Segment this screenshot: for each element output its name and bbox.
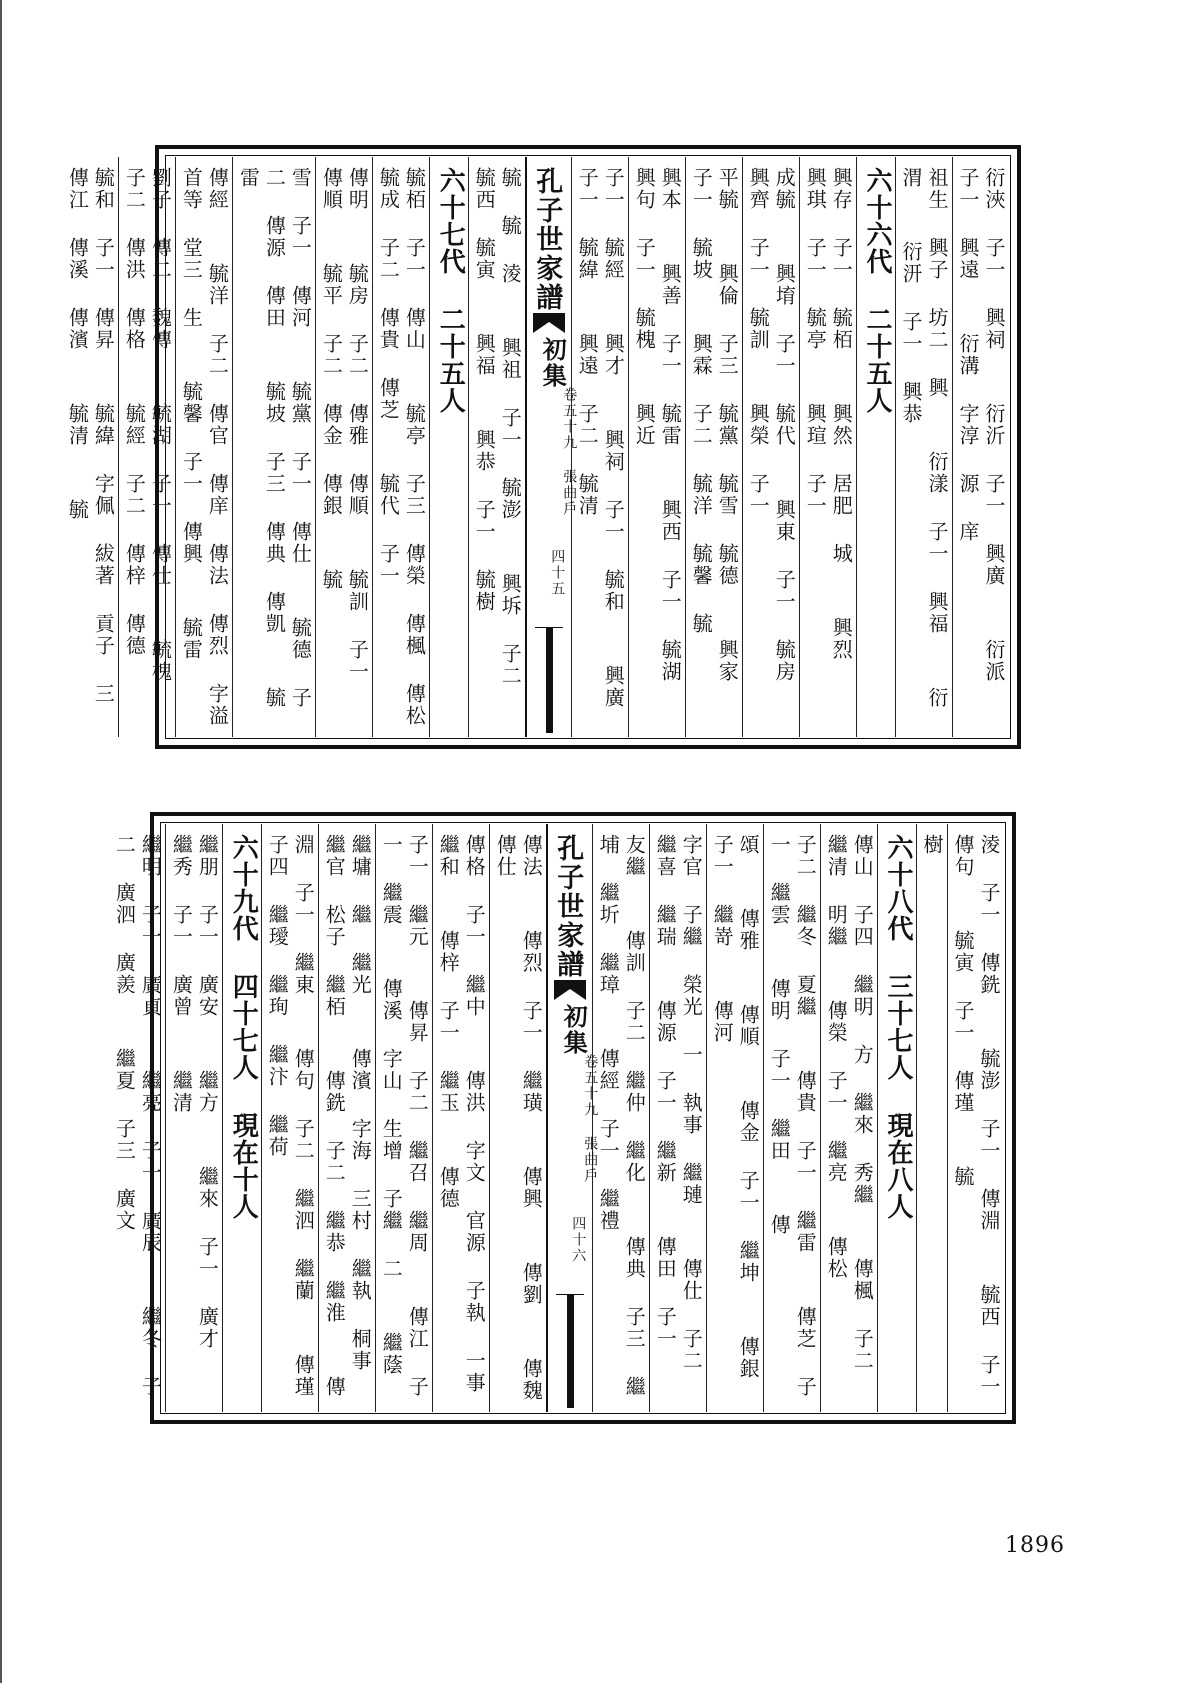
entry-text: 平毓 興倫 子三 毓黨 毓雪 毓德 興家 子一 毓坡 興霖 子二 毓洋 毓馨 毓 [689,167,740,709]
leaf-number: 四十六 [570,1216,587,1264]
leaf-number: 四十五 [549,549,566,597]
genealogy-column [592,824,649,1412]
genealogy-column [165,824,222,1412]
entry-text: 子一 繼元 傳昇 子二 繼召 繼周 傳江 子一 繼震 傳溪 字山 生增 子繼 二 繼蔭 [379,834,430,1398]
genealogy-column [799,157,856,737]
entry-text: 傳格 子一 繼中 傳洪 字文 官源 子執 一事 繼和 傳梓 子一 繼玉 傳德 [436,834,487,1420]
entry-text: 傳經 毓洋 子二 傳官 傳庠 傳法 傳烈 字溢 首等 堂三 生 毓馨 子一 傳興 毓雷 [179,167,230,753]
generation-heading-column [222,824,261,1412]
fishtail-mark-icon [554,980,586,1000]
entry-text: 興本 興善 子一 毓雷 興西 子一 毓湖 興句 子一 毓槐 興近 [632,167,683,735]
entry-text: 繼明 子一 廣貞 繼亮 子一 廣辰 繼冬 子二 廣泗 廣羨 繼夏 子三 廣文 [112,834,163,1398]
genealogy-column [952,157,1009,737]
generation-heading-column [877,824,916,1412]
genealogy-column [820,824,877,1412]
page-number: 1896 [1005,1533,1065,1558]
volume-label: 初集 [559,1004,589,1056]
scan-edge [0,0,2,1683]
genealogy-column [109,824,165,1412]
volume-info: 卷五十九 張曲戶 [561,387,578,517]
genealogy-column [742,157,799,737]
entry-text: 子二 繼冬 夏繼 傳貴 子一 繼雷 傳芝 子一 繼雲 傳明 子一 繼田 傳 [767,834,818,1398]
genealogy-column [372,157,429,779]
genealogy-column [763,824,820,1412]
book-title: 孔子世家譜 [552,834,584,979]
entry-text: 毓栢 子一 傳山 毓亭 子三 傳榮 傳楓 傳松 毓成 子二 傳貴 傳芝 毓代 子一 [376,167,427,779]
genealogy-column [489,824,546,1454]
genealogy-column [649,824,706,1412]
black-mouth-bar [567,1294,574,1408]
genealogy-column [315,157,372,737]
genealogy-column [895,157,952,737]
center-title-column [546,824,599,1412]
entry-text: 祖生 興子 坊二 興 衍漾 子一 興福 衍渭 衍汧 子一 興恭 [899,167,949,709]
book-title: 孔子世家譜 [531,167,563,312]
entry-text: 繼墉 繼 繼光 傳濱 字海 三村 繼執 桐事 繼官 松子 繼栢 傳銑 子二 繼恭 繼淮 傳 [322,834,373,1398]
genealogy-column [685,157,742,737]
book-page-lower [112,812,1016,1454]
entry-text: 傳明 毓房 子二 傳雅 傳順 毓訓 子一 傳順 毓平 子二 傳金 傳銀 毓 [319,167,370,709]
column-row [112,824,1004,1454]
genealogy-column [947,824,1004,1424]
entry-text: 衍浹 子一 興祠 衍沂 子一 興廣 衍派 子一 興遠 衍溝 字淳 源 庠 [956,167,1006,709]
generation-heading: 六十八代 三十七人 現在八人 [883,834,913,1220]
entry-text: 傳法 傳烈 子一 繼璜 傳興 傳劉 傳魏 傳仕 [493,834,544,1454]
genealogy-column [261,824,318,1424]
genealogy-column [318,824,375,1412]
genealogy-column [706,824,763,1412]
genealogy-column [432,824,489,1420]
entry-text: 劉子 傳二 魏傳 毓湖 子一 傳仕 毓槐 子二 傳洪 傳格 毓經 子二 傳梓 傳德 [122,167,173,709]
generation-heading-column [429,157,468,737]
entry-text: 毓和 子一 傳昇 毓緯 字佩 紱著 貢子 三 傳江 傳溪 傳濱 毓清 毓 [65,167,116,731]
entry-text: 成毓 興堉 子一 毓代 興東 子一 毓房 興齊 子一 毓訓 興榮 子一 [746,167,797,735]
column-row [65,157,1009,779]
entry-text: 子一 毓經 興才 興祠 子一 毓和 興廣 子一 毓緯 興遠 子二 毓清 [575,167,626,735]
entry-text: 淵 子一 繼東 傳句 子二 繼泗 繼蘭 傳瑾 子四 繼璦 繼珣 繼汴 繼荷 [265,834,316,1424]
entry-text: 繼朋 子一 廣安 繼方 繼來 子一 廣才 繼秀 子一 廣曾 繼清 [169,834,220,1402]
genealogy-column [628,157,685,737]
volume-label: 初集 [538,337,568,389]
center-title-column [525,157,578,737]
fishtail-mark-icon [533,313,565,333]
genealogy-column [468,157,525,737]
genealogy-column [571,157,628,737]
entry-text: 字官 子繼 榮光 一 執事 繼璉 傳仕 子二 繼喜 繼瑞 傳源 子一 繼新 傳田 子一 [653,834,704,1398]
volume-info: 卷五十九 張曲戶 [582,1054,599,1184]
genealogy-column [232,157,315,737]
genealogy-column [175,157,232,753]
entry-text: 毓 毓 淩 興祖 子一 毓澎 興坼 子二 毓西 毓寅 興福 興恭 子一 毓樹 [472,167,523,713]
entry-text: 友繼 傳訓 子二 繼仲 繼化 傳典 子三 繼埔 繼圻 繼璋 傳經 子一 繼禮 [596,834,647,1398]
entry-text: 雪 子一 傳河 毓黨 子一 傳仕 毓德 子二 傳源 傳田 毓坡 子三 傳典 傳凱 毓雷 [236,167,313,709]
entry-text: 頌 傳雅 傳順 傳金 子一 繼坤 傳銀 子一 繼嵜 傳河 [710,834,761,1406]
generation-heading: 六十九代 四十七人 現在十人 [228,834,259,1220]
genealogy-column [118,157,175,737]
entry-text: 興存 子一 毓栢 興然 居肥 城 興烈 興琪 子一 毓亭 興瑄 子一 [803,167,854,713]
generation-heading: 六十六代 二十五人 [862,167,892,414]
entry-text: 樹 [920,834,944,856]
black-mouth-bar [546,627,553,733]
genealogy-column [916,824,947,1412]
entry-text: 淩 子一 傳銑 毓澎 子一 傳淵 毓西 子一 傳句 毓寅 子一 傳瑾 毓 [951,834,1001,1424]
genealogy-column [62,157,118,737]
entry-text: 傳山 子四 繼明 方 繼來 秀繼 傳楓 子二 繼清 明繼 傳榮 子一 繼亮 傳松 [824,834,875,1398]
book-page-upper [65,145,1021,779]
genealogy-column [375,824,432,1412]
generation-heading: 六十七代 二十五人 [435,167,466,414]
generation-heading-column [856,157,895,737]
